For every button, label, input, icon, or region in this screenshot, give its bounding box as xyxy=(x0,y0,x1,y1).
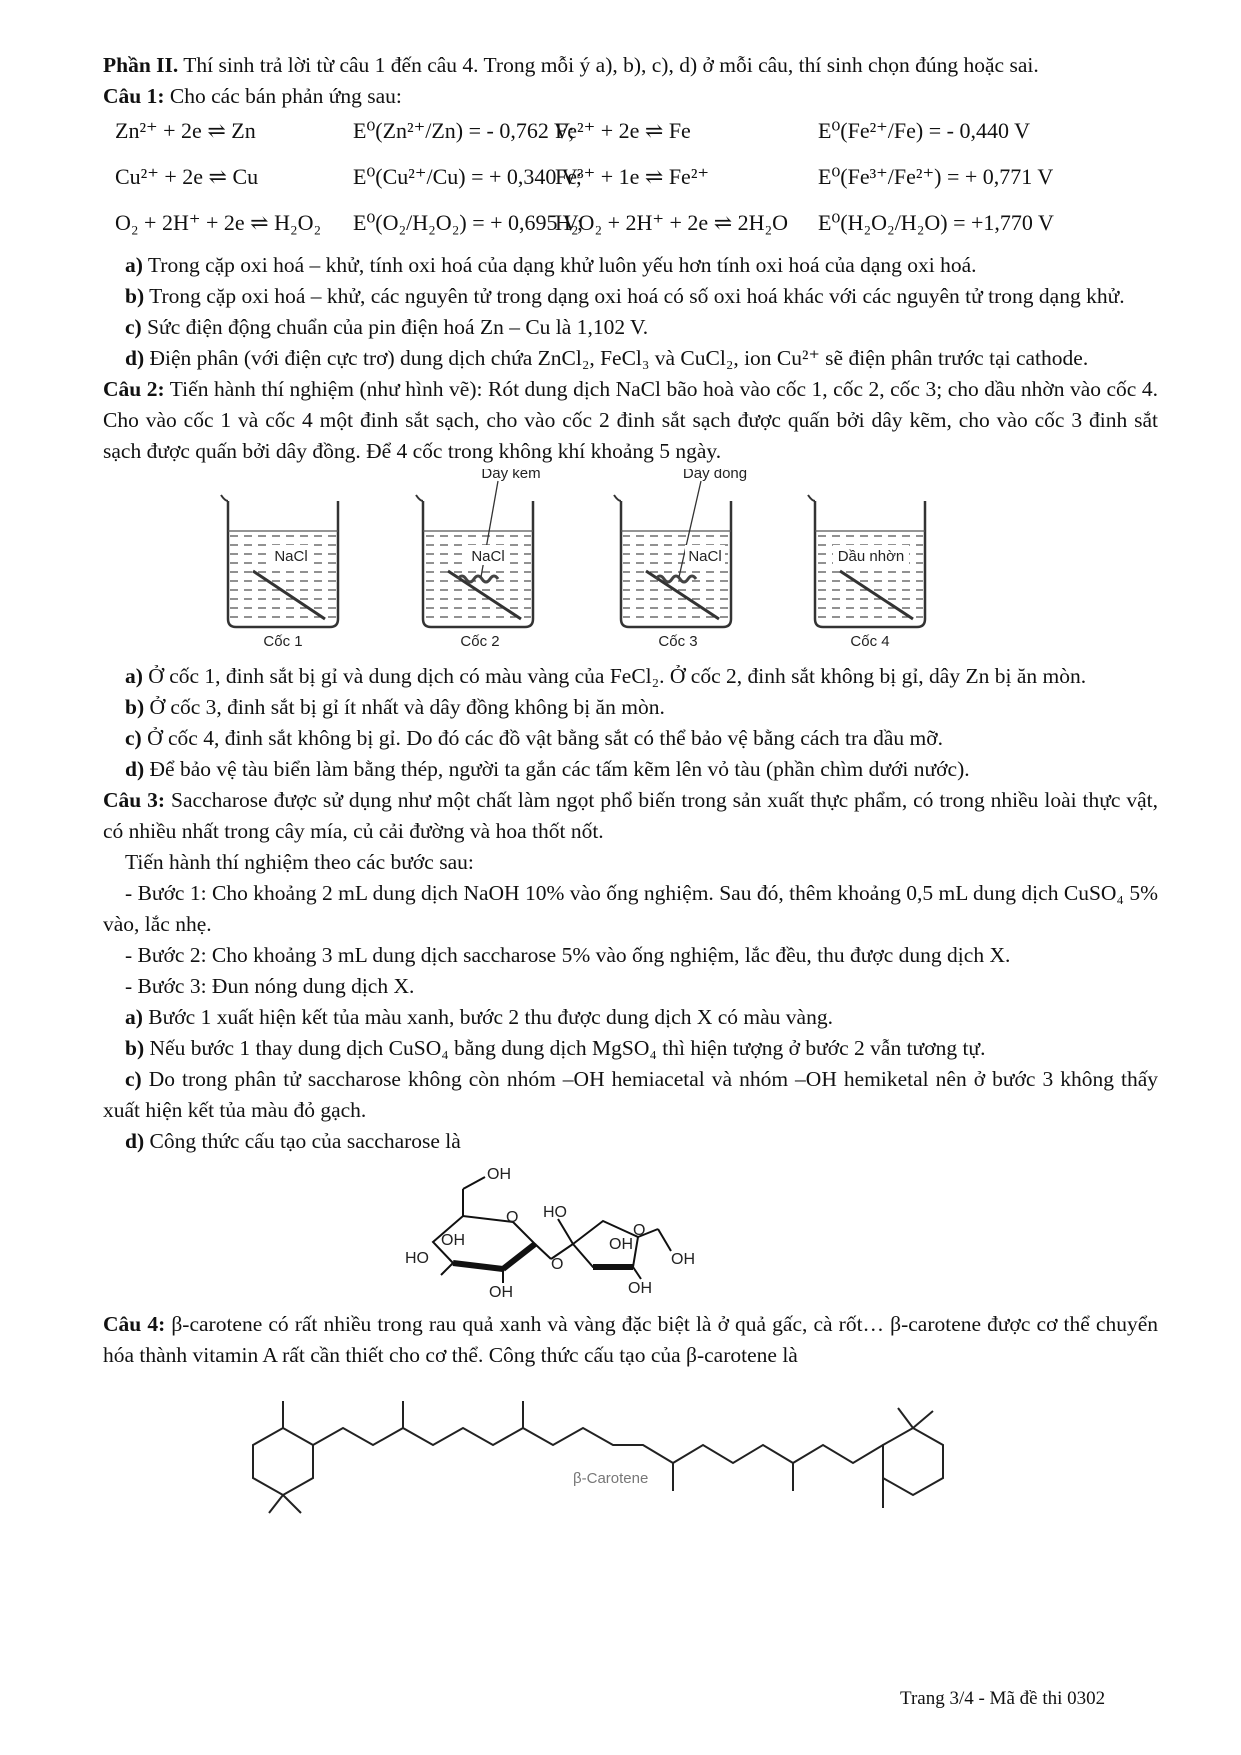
struct-oh-1: OH xyxy=(487,1166,511,1183)
struct-oh-6: OH xyxy=(628,1280,652,1297)
struct-o-ring-2: O xyxy=(633,1222,646,1239)
q3-step-1: - Bước 1: Cho khoảng 2 mL dung dịch NaOH 10% vào ống nghiệm. Sau đó, thêm khoảng 0,5 mL dung dịch CuSO₄ 5% vào, lắc nhẹ. xyxy=(103,881,1158,936)
potential-fe2: E⁰(Fe²⁺/Fe) = - 0,440 V xyxy=(818,118,1030,143)
beta-carotene-caption: β-Carotene xyxy=(573,1470,649,1487)
cup2-label: Cốc 2 xyxy=(460,633,500,650)
q2-option-c: c) Ở cốc 4, đinh sắt không bị gỉ. Do đó các đồ vật bằng sắt có thể bảo vệ bằng cách tra dầu mỡ. xyxy=(125,726,943,750)
potential-h2o2: E⁰(H₂O₂/H₂O) = +1,770 V xyxy=(818,210,1054,235)
struct-o-ring-1: O xyxy=(506,1209,519,1226)
half-reaction-fe2: Fe²⁺ + 2e ⇌ Fe xyxy=(555,118,691,143)
beakers-figure xyxy=(103,469,1158,657)
struct-oh-4: OH xyxy=(609,1236,633,1253)
question-1-intro: Câu 1: Cho các bán phản ứng sau: xyxy=(103,84,402,108)
cup1-liquid-label: NaCl xyxy=(274,548,308,565)
half-reaction-o2: O₂ + 2H⁺ + 2e ⇌ H₂O₂ xyxy=(115,210,322,235)
struct-oh-2: OH xyxy=(441,1232,465,1249)
q1-option-d: d) Điện phân (với điện cực trơ) dung dịch chứa ZnCl₂, FeCl₃ và CuCl₂, ion Cu²⁺ sẽ điện phân trước tại cathode. xyxy=(125,346,1089,370)
equation-row-1 xyxy=(103,112,1158,158)
exam-page xyxy=(103,50,1158,1533)
q2-option-b: b) Ở cốc 3, đinh sắt bị gỉ ít nhất và dây đồng không bị ăn mòn. xyxy=(125,695,665,719)
q3-step-2: - Bước 2: Cho khoảng 3 mL dung dịch saccharose 5% vào ống nghiệm, lắc đều, thu được dung dịch X. xyxy=(125,943,1011,967)
beaker-1 xyxy=(221,495,338,650)
equation-row-2 xyxy=(103,158,1158,204)
q3-option-c: c) Do trong phân tử saccharose không còn nhóm –OH hemiacetal và nhóm –OH hemiketal nên ở bước 3 không thấy xuất hiện kết tủa màu đỏ gạch. xyxy=(103,1067,1158,1122)
half-reaction-zn: Zn²⁺ + 2e ⇌ Zn xyxy=(115,118,256,143)
q2-option-d: d) Để bảo vệ tàu biển làm bằng thép, người ta gắn các tấm kẽm lên vỏ tàu (phần chìm dưới nước). xyxy=(125,757,970,781)
copper-wire-label: Dây đồng xyxy=(682,469,748,482)
cup1-label: Cốc 1 xyxy=(263,633,303,650)
potential-o2: E⁰(O₂/H₂O₂) = + 0,695 V; xyxy=(353,210,583,235)
beaker-2 xyxy=(416,469,541,650)
q1-option-b: b) Trong cặp oxi hoá – khử, các nguyên tử trong dạng oxi hoá có số oxi hoá khác với các nguyên tử trong dạng khử. xyxy=(125,284,1125,308)
beakers-illustration xyxy=(103,469,1158,651)
struct-oh-3: OH xyxy=(489,1284,513,1299)
beta-carotene-structure xyxy=(103,1373,1158,1529)
beaker-3 xyxy=(614,469,747,650)
q1-option-c: c) Sức điện động chuẩn của pin điện hoá Zn – Cu là 1,102 V. xyxy=(125,315,649,339)
cup4-liquid-label: Dầu nhờn xyxy=(837,548,905,565)
struct-ho-1: HO xyxy=(543,1204,567,1221)
question-3-intro: Câu 3: Saccharose được sử dụng như một chất làm ngọt phổ biến trong sản xuất thực phẩm, có trong nhiều loài thực vật, có nhiều nhất trong cây mía, củ cải đường và hoa thốt nốt. xyxy=(103,788,1158,843)
potential-cu: E⁰(Cu²⁺/Cu) = + 0,340 V; xyxy=(353,164,582,189)
struct-oh-5: OH xyxy=(671,1251,695,1268)
cup3-label: Cốc 3 xyxy=(658,633,698,650)
page-footer: Trang 3/4 - Mã đề thi 0302 xyxy=(900,1688,1106,1709)
half-reaction-fe3: Fe³⁺ + 1e ⇌ Fe²⁺ xyxy=(555,164,710,189)
zinc-wire-label: Dây kẽm xyxy=(481,469,541,482)
equation-row-3 xyxy=(103,204,1158,250)
question-2-intro: Câu 2: Tiến hành thí nghiệm (như hình vẽ): Rót dung dịch NaCl bão hoà vào cốc 1, cốc 2, cốc 3; cho dầu nhờn vào cốc 4. Cho vào cốc 1 và cốc 4 một đinh sắt sạch, cho vào cốc 2 đinh sắt sạch được quấn bởi dây kẽm, cho vào cốc 3 đinh sắt sạch được quấn bởi dây đồng. Để 4 cốc trong không khí khoảng 5 ngày. xyxy=(103,377,1158,463)
q3-steps-intro: Tiến hành thí nghiệm theo các bước sau: xyxy=(125,850,474,874)
potential-fe3: E⁰(Fe³⁺/Fe²⁺) = + 0,771 V xyxy=(818,164,1054,189)
cup2-liquid-label: NaCl xyxy=(471,548,505,565)
beaker-4 xyxy=(808,495,925,650)
struct-ho-2: HO xyxy=(405,1250,429,1267)
half-reaction-cu: Cu²⁺ + 2e ⇌ Cu xyxy=(115,164,259,189)
potential-zn: E⁰(Zn²⁺/Zn) = - 0,762 V; xyxy=(353,118,575,143)
q3-option-a: a) Bước 1 xuất hiện kết tủa màu xanh, bước 2 thu được dung dịch X có màu vàng. xyxy=(125,1005,833,1029)
cup4-label: Cốc 4 xyxy=(850,633,890,650)
question-4-intro: Câu 4: β-carotene có rất nhiều trong rau quả xanh và vàng đặc biệt là ở quả gấc, cà rốt… β-carotene được cơ thể chuyển hóa thành vitamin A rất cần thiết cho cơ thể. Công thức cấu tạo của β-carotene là xyxy=(103,1312,1158,1367)
cup3-liquid-label: NaCl xyxy=(688,548,722,565)
q3-option-d: d) Công thức cấu tạo của saccharose là xyxy=(125,1129,461,1153)
saccharose-structure xyxy=(103,1159,1158,1305)
half-reaction-h2o2: H₂O₂ + 2H⁺ + 2e ⇌ 2H₂O xyxy=(555,210,789,235)
q1-option-a: a) Trong cặp oxi hoá – khử, tính oxi hoá của dạng khử luôn yếu hơn tính oxi hoá của dạng oxi hoá. xyxy=(125,253,977,277)
part-header: Phần II. Thí sinh trả lời từ câu 1 đến câu 4. Trong mỗi ý a), b), c), d) ở mỗi câu, thí sinh chọn đúng hoặc sai. xyxy=(103,53,1039,77)
q3-step-3: - Bước 3: Đun nóng dung dịch X. xyxy=(125,974,415,998)
struct-o-bridge: O xyxy=(551,1256,564,1273)
q2-option-a: a) Ở cốc 1, đinh sắt bị gỉ và dung dịch có màu vàng của FeCl₂. Ở cốc 2, đinh sắt không bị gỉ, dây Zn bị ăn mòn. xyxy=(125,664,1087,688)
q3-option-b: b) Nếu bước 1 thay dung dịch CuSO₄ bằng dung dịch MgSO₄ thì hiện tượng ở bước 2 vẫn tương tự. xyxy=(125,1036,986,1060)
